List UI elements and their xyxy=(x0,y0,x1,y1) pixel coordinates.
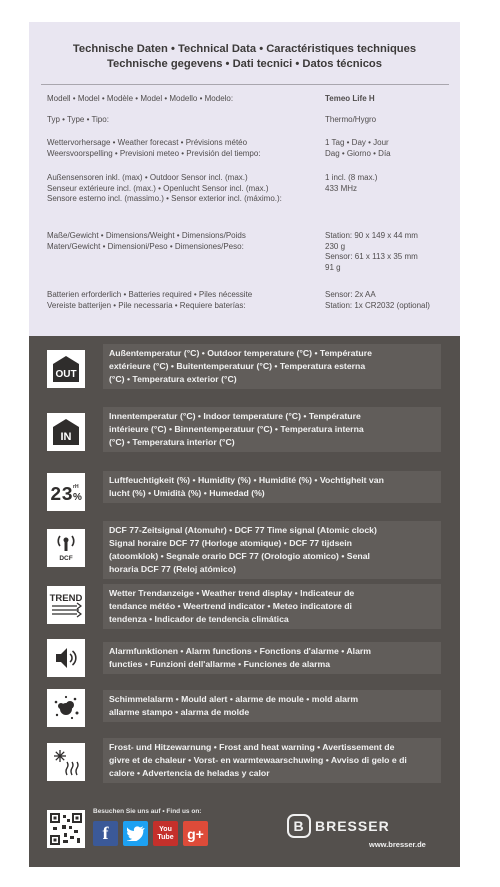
spec-value: Station: 1x CR2032 (optional) xyxy=(325,300,430,310)
spec-label: Sensore esterno incl. (massimo.) • Sensor exterior incl. (máximo.): xyxy=(47,194,282,203)
spec-sheet xyxy=(29,22,460,867)
frost-heat-icon xyxy=(47,743,85,781)
feature-text: Innentemperatur (°C) • Indoor temperature (°C) • Température intérieure (°C) • Binnentemperatuur (°C) • Temperatura interna (°C) • Temperatura interior (°C) xyxy=(103,407,441,452)
svg-text:B: B xyxy=(293,818,305,834)
footer xyxy=(29,800,460,867)
feature-text: Frost- und Hitzewarnung • Frost and heat warning • Avertissement de givre et de chaleur • Vorst- en warmtewaarschuwing • Avviso di gelo e di calore • Advertencia de heladas y calor xyxy=(103,738,441,783)
feature-text: Schimmelalarm • Mould alert • alarme de moule • mold alarm allarme stampo • alarma de molde xyxy=(103,690,441,722)
spec-value: 91 g xyxy=(325,262,341,272)
svg-text:%: % xyxy=(73,492,82,503)
feature-text: Außentemperatur (°C) • Outdoor temperature (°C) • Température extérieure (°C) • Buitentemperatuur (°C) • Temperatura esterna (°C) • Temperatura exterior (°C) xyxy=(103,344,441,389)
feature-text: Alarmfunktionen • Alarm functions • Fonctions d'alarme • Alarm functies • Funzioni dell'allarme • Funciones de alarma xyxy=(103,642,441,674)
spec-value: 230 g xyxy=(325,241,346,251)
dcf-antenna-icon xyxy=(47,529,85,567)
qr-code-icon xyxy=(47,810,85,848)
spec-label: Modell • Model • Modèle • Model • Modello • Modelo: xyxy=(47,94,234,103)
feature-text: Luftfeuchtigkeit (%) • Humidity (%) • Humidité (%) • Vochtigheit van lucht (%) • Umidità (%) • Humedad (%) xyxy=(103,471,441,503)
svg-text:23: 23 xyxy=(50,484,73,505)
heading-line-2: Technische gegevens • Dati tecnici • Datos técnicos xyxy=(107,58,382,70)
spec-value: 1 Tag • Day • Jour xyxy=(325,138,389,147)
twitter-icon[interactable] xyxy=(123,821,148,846)
mould-alert-icon xyxy=(47,689,85,727)
heading-line-1: Technische Daten • Technical Data • Caractéristiques techniques xyxy=(72,43,417,55)
technical-data-panel xyxy=(29,22,460,336)
spec-value: Dag • Giorno • Día xyxy=(325,148,391,158)
find-us-label: Besuchen Sie uns auf • Find us on: xyxy=(93,808,202,815)
svg-text:DCF: DCF xyxy=(59,555,73,562)
spec-label: Wettervorhersage • Weather forecast • Prévisions météo xyxy=(47,138,248,147)
trend-icon xyxy=(47,586,85,624)
spec-value: Station: 90 x 149 x 44 mm xyxy=(325,231,418,240)
svg-text:TREND: TREND xyxy=(49,593,83,604)
spec-label: Typ • Type • Tipo: xyxy=(47,115,109,124)
spec-label: Maten/Gewicht • Dimensioni/Peso • Dimensiones/Peso: xyxy=(47,241,244,251)
website-link[interactable]: www.bresser.de xyxy=(369,840,426,849)
spec-label: Batterien erforderlich • Batteries required • Piles nécessite xyxy=(47,290,253,299)
google-plus-icon[interactable]: g+ xyxy=(183,821,208,846)
spec-value: Sensor: 61 x 113 x 35 mm xyxy=(325,252,418,261)
technical-data-heading xyxy=(29,42,460,72)
spec-value: Sensor: 2x AA xyxy=(325,290,376,299)
in-icon xyxy=(47,413,85,451)
spec-label: Maße/Gewicht • Dimensions/Weight • Dimensions/Poids xyxy=(47,231,246,240)
spec-value: 433 MHz xyxy=(325,183,358,193)
humidity-icon xyxy=(47,473,85,511)
youtube-icon[interactable]: You Tube xyxy=(153,821,178,846)
svg-text:rH: rH xyxy=(73,484,79,490)
spec-label: Weersvoorspelling • Previsioni meteo • Previsión del tiempo: xyxy=(47,148,261,158)
spec-label: Vereiste batterijen • Pile necessaria • Requiere baterías: xyxy=(47,300,246,310)
out-icon xyxy=(47,350,85,388)
feature-text: Wetter Trendanzeige • Weather trend display • Indicateur de tendance météo • Weertrend indicator • Meteo indicatore di tendenza • Indicador de tendencia climática xyxy=(103,584,441,629)
bresser-logo-icon xyxy=(287,814,311,838)
spec-label: Außensensoren inkl. (max) • Outdoor Sensor incl. (max.) xyxy=(47,173,248,182)
bresser-logo: B BRESSER xyxy=(287,814,390,838)
svg-text:OUT: OUT xyxy=(55,369,77,380)
svg-text:IN: IN xyxy=(60,431,72,443)
feature-text: DCF 77-Zeitsignal (Atomuhr) • DCF 77 Time signal (Atomic clock) Signal horaire DCF 77 (Horloge atomique) • DCF 77 tijdsein (atoomklok) • Segnale orario DCF 77 (Orologio atomico) • Senal horaria DCF 77 (Reloj atómico) xyxy=(103,521,441,579)
divider xyxy=(41,84,449,85)
spec-label: Senseur extérieure incl. (max.) • Openlucht Sensor incl. (max.) xyxy=(47,183,269,193)
spec-value: Temeo Life H xyxy=(325,94,375,103)
spec-value: 1 incl. (8 max.) xyxy=(325,173,378,182)
facebook-icon[interactable]: f xyxy=(93,821,118,846)
speaker-alarm-icon xyxy=(47,639,85,677)
spec-value: Thermo/Hygro xyxy=(325,115,377,124)
